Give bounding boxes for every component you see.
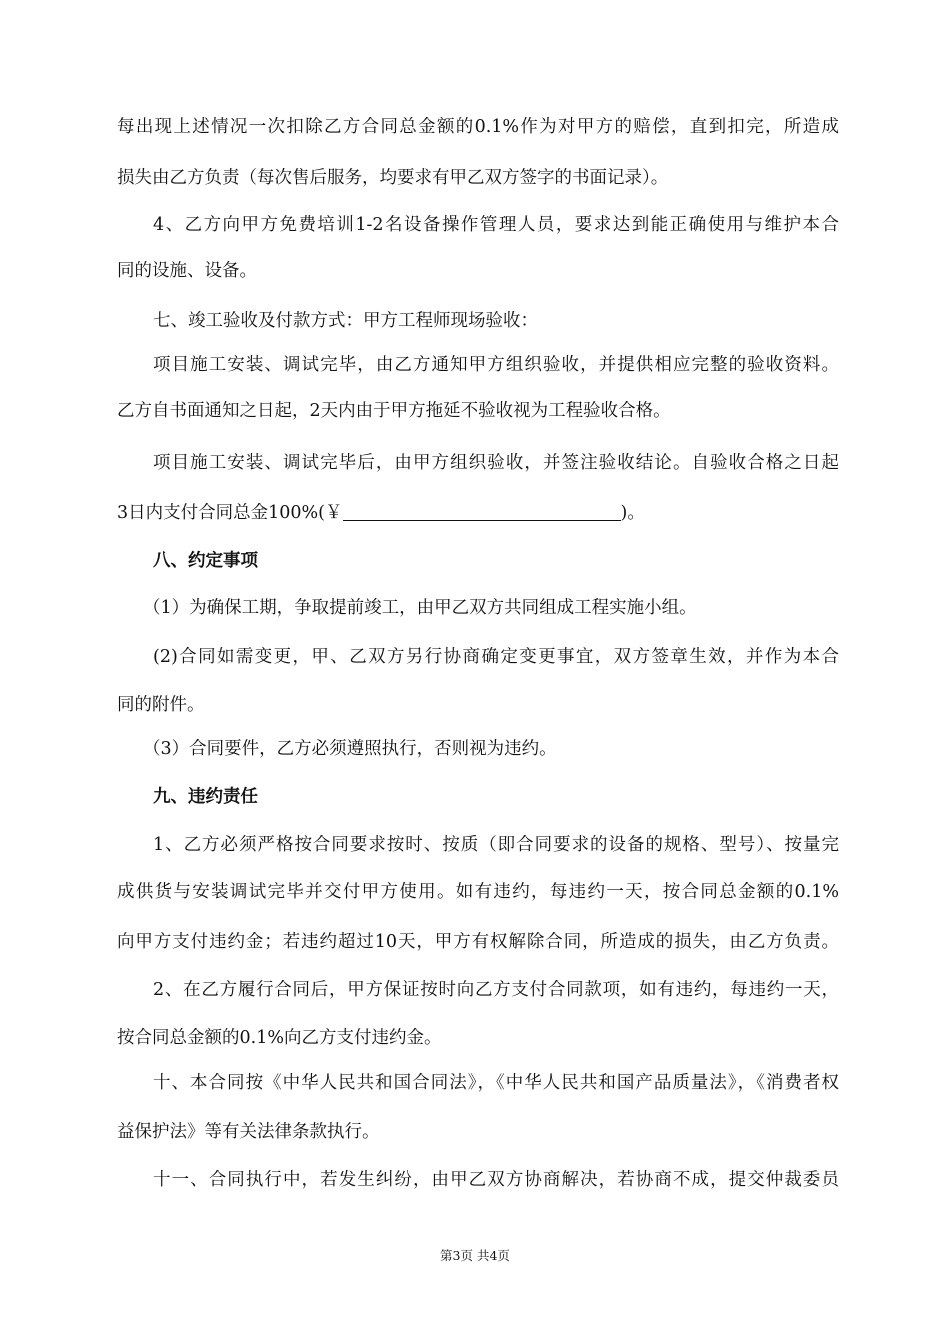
- payment-text-end: )。: [620, 503, 645, 523]
- paragraph-line: 同的附件。: [117, 695, 205, 715]
- payment-line: [117, 501, 839, 525]
- paragraph-line: 成供货与安装调试完毕并交付甲方使用。如有违约，每违约一天，按合同总金额的0.1%: [117, 882, 839, 902]
- paragraph-line: 十、本合同按《中华人民共和国合同法》，《中华人民共和国产品质量法》，《消费者权: [153, 1073, 839, 1093]
- paragraph-line: （3）合同要件，乙方必须遵照执行，否则视为违约。: [143, 739, 557, 759]
- paragraph-line: 益保护法》等有关法律条款执行。: [117, 1122, 380, 1142]
- paragraph-line: 按合同总金额的0.1%向乙方支付违约金。: [117, 1028, 442, 1048]
- paragraph-line: （1）为确保工期，争取提前竣工，由甲乙双方共同组成工程实施小组。: [143, 598, 697, 618]
- paragraph-line: 向甲方支付违约金；若违约超过10天，甲方有权解除合同，所造成的损失，由乙方负责。: [117, 932, 839, 952]
- paragraph-line: 损失由乙方负责（每次售后服务，均要求有甲乙双方签字的书面记录）。: [117, 168, 669, 188]
- amount-blank: [343, 502, 621, 521]
- section-heading-8: 八、约定事项: [153, 551, 258, 571]
- payment-text: 3日内支付合同总金100%(￥: [117, 503, 343, 523]
- paragraph-line: 项目施工安装、调试完毕后，由甲方组织验收，并签注验收结论。自验收合格之日起: [153, 453, 839, 473]
- page-number-footer: 第3页 共4页: [440, 1248, 510, 1263]
- section-heading-7: 七、竣工验收及付款方式：甲方工程师现场验收：: [153, 311, 538, 331]
- paragraph-line: 2、在乙方履行合同后，甲方保证按时向乙方支付合同款项，如有违约，每违约一天，: [153, 980, 839, 1000]
- section-heading-9: 九、违约责任: [153, 787, 258, 807]
- paragraph-line: 4、乙方向甲方免费培训1-2名设备操作管理人员，要求达到能正确使用与维护本合: [153, 215, 839, 235]
- paragraph-line: 同的设施、设备。: [117, 261, 257, 281]
- paragraph-line: 每出现上述情况一次扣除乙方合同总金额的0.1%作为对甲方的赔偿，直到扣完，所造成: [117, 117, 839, 137]
- paragraph-line: (2)合同如需变更，甲、乙双方另行协商确定变更事宜，双方签章生效，并作为本合: [153, 647, 839, 667]
- paragraph-line: 乙方自书面通知之日起，2天内由于甲方拖延不验收视为工程验收合格。: [117, 401, 671, 421]
- paragraph-line: 项目施工安装、调试完毕，由乙方通知甲方组织验收，并提供相应完整的验收资料。: [153, 355, 839, 375]
- paragraph-line: 1、乙方必须严格按合同要求按时、按质（即合同要求的设备的规格、型号）、按量完: [153, 835, 839, 855]
- paragraph-line: 十一、合同执行中，若发生纠纷，由甲乙双方协商解决，若协商不成，提交仲裁委员: [153, 1170, 839, 1190]
